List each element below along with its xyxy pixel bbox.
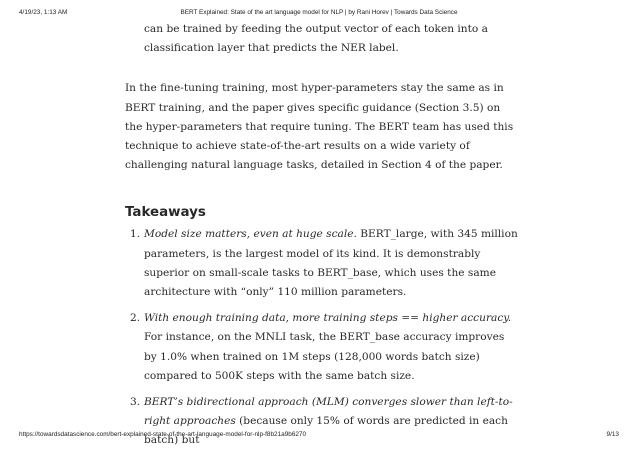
takeaway-emphasis: Model size matters, even at huge scale.: [144, 228, 357, 241]
takeaway-item-3: [125, 393, 520, 451]
print-date: 4/19/23, 1:13 AM: [19, 9, 68, 16]
takeaways-heading: Takeaways: [125, 205, 206, 221]
takeaway-item-1: [125, 225, 520, 302]
takeaways-list: [125, 225, 520, 450]
page-number: 9/13: [606, 431, 619, 438]
takeaway-emphasis: With enough training data, more training steps == higher accuracy.: [144, 312, 512, 325]
takeaway-text: BERT_large, with 345 million parameters, is the largest model of its kind. It is demonstrably superior on small-scale tasks to BERT_base, which uses the same architecture with “only” 110 million parameters.: [144, 228, 518, 299]
takeaway-number: 3.: [130, 396, 141, 409]
article-body: [125, 20, 520, 458]
print-header: [19, 9, 619, 19]
print-footer: [19, 431, 619, 441]
takeaway-text: For instance, on the MNLI task, the BERT_base accuracy improves by 1.0% when trained on 1M steps (128,000 words batch size) compared to 500K steps with the same batch size.: [144, 331, 505, 382]
page-url: https://towardsdatascience.com/bert-explained-state-of-the-art-language-model-for-nlp-f8b21a9b6270: [19, 431, 307, 438]
takeaway-number: 1.: [130, 228, 141, 241]
takeaway-number: 2.: [130, 312, 141, 325]
continued-list-item: can be trained by feeding the output vector of each token into a classification layer that predicts the NER label.: [144, 23, 488, 55]
fine-tuning-paragraph: In the fine-tuning training, most hyper-parameters stay the same as in BERT training, and the paper gives specific guidance (Section 3.5) on the hyper-parameters that require tuning. The BERT team has used this technique to achieve state-of-the-art results on a wide variety of challenging natural language tasks, detailed in Section 4 of the paper.: [125, 82, 514, 172]
takeaway-item-2: [125, 309, 520, 386]
takeaway-emphasis: BERT’s bidirectional approach (MLM) converges slower than left-to-right approaches: [144, 396, 513, 428]
takeaway-text: (because only 15% of words are predicted in each batch) but: [144, 415, 508, 447]
print-page-title: BERT Explained: State of the art language model for NLP | by Rani Horev | Towards Data Science: [180, 9, 458, 16]
